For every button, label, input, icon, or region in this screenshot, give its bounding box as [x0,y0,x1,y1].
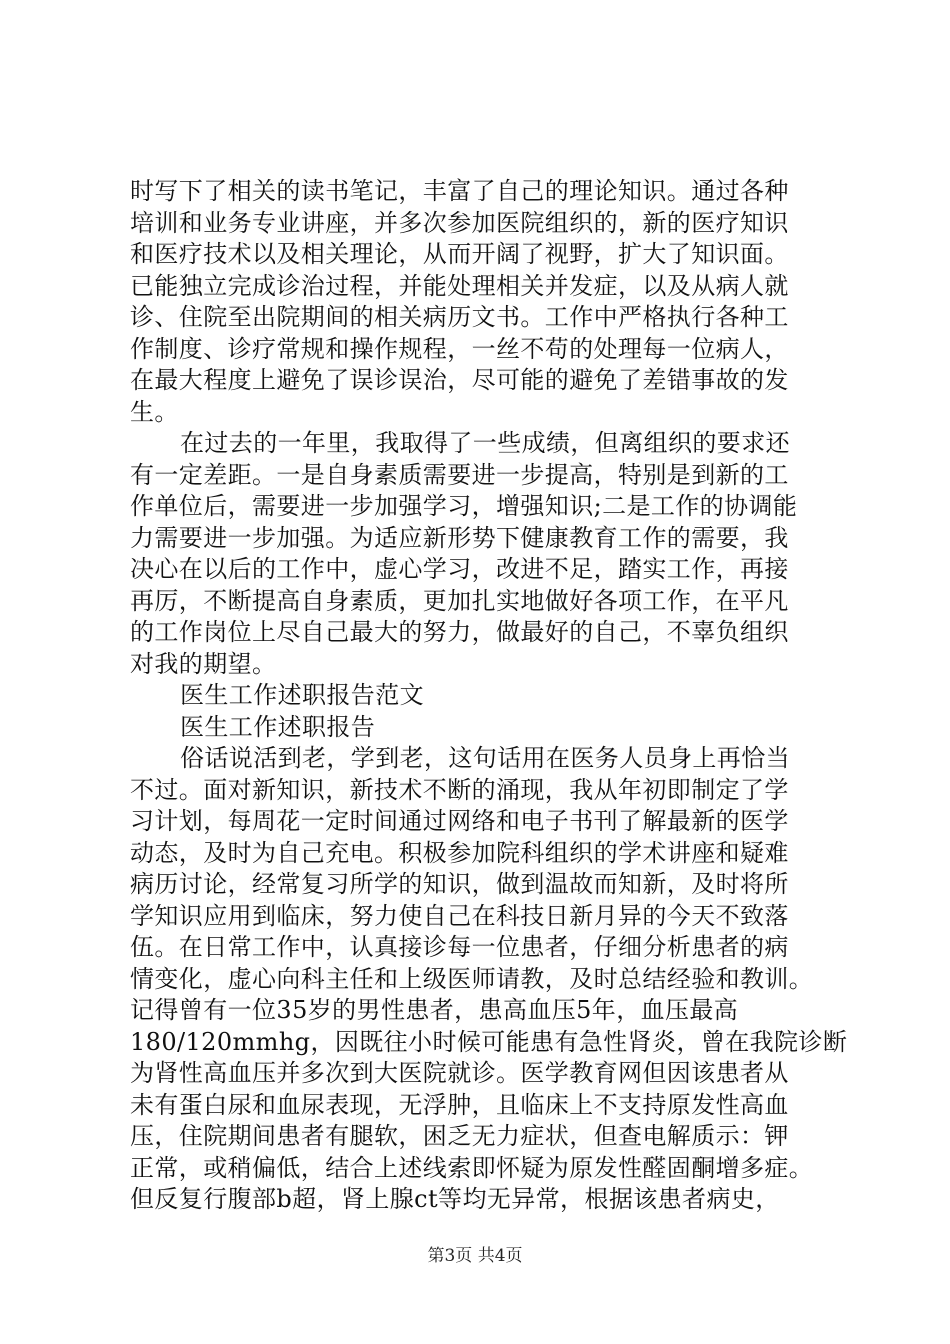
text-line: 时写下了相关的读书笔记，丰富了自己的理论知识。通过各种 [130,177,789,205]
text-line: 未有蛋白尿和血尿表现，无浮肿，且临床上不支持原发性高血 [130,1090,789,1119]
text-line: 学知识应用到临床，努力使自己在科技日新月异的今天不致落 [130,901,789,930]
page-number-footer: 第3页 共4页 [427,1246,523,1266]
text-line: 习计划，每周花一定时间通过网络和电子书刊了解最新的医学 [130,807,789,835]
text-line: 正常，或稍偏低，结合上述线索即怀疑为原发性醛固酮增多症。 [130,1153,814,1182]
text-line: 再厉，不断提高自身素质，更加扎实地做好各项工作，在平凡 [130,586,789,615]
text-line: 压，住院期间患者有腿软，困乏无力症状，但查电解质示：钾 [130,1122,789,1150]
text-line: 伍。在日常工作中，认真接诊每一位患者，仔细分析患者的病 [130,933,789,961]
text-line: 不过。面对新知识，新技术不断的涌现，我从年初即制定了学 [130,775,789,804]
text-line: 病历讨论，经常复习所学的知识，做到温故而知新，及时将所 [130,870,789,898]
document-body [130,176,848,1216]
text-line: 动态，及时为自己充电。积极参加院科组织的学术讲座和疑难 [130,838,789,867]
text-line: 情变化，虚心向科主任和上级医师请教，及时总结经验和教训。 [130,964,814,993]
paragraph-start-line: 俗话说活到老，学到老，这句话用在医务人员身上再恰当 [180,744,790,772]
text-line: 有一定差距。一是自身素质需要进一步提高，特别是到新的工 [130,460,789,489]
text-line: 诊、住院至出院期间的相关病历文书。工作中严格执行各种工 [130,303,789,331]
text-line: 决心在以后的工作中，虚心学习，改进不足，踏实工作，再接 [130,555,789,583]
text-line: 记得曾有一位35岁的男性患者，患高血压5年，血压最高 [130,996,739,1024]
text-line: 在最大程度上避免了误诊误治，尽可能的避免了差错事故的发 [130,366,789,394]
text-line: 力需要进一步加强。为适应新形势下健康教育工作的需要，我 [130,523,789,552]
text-line: 对我的期望。 [130,649,277,678]
text-line: 但反复行腹部b超，肾上腺ct等均无异常，根据该患者病史， [130,1185,780,1213]
section-subheading: 医生工作述职报告 [180,712,376,741]
text-line: 180/120mmhg，因既往小时候可能患有急性肾炎，曾在我院诊断 [130,1027,848,1056]
paragraph-start-line: 在过去的一年里，我取得了一些成绩，但离组织的要求还 [180,429,790,457]
text-line: 的工作岗位上尽自己最大的努力，做最好的自己，不辜负组织 [130,618,789,646]
text-line: 生。 [130,397,179,426]
section-heading: 医生工作述职报告范文 [180,681,424,709]
text-line: 为肾性高血压并多次到大医院就诊。医学教育网但因该患者从 [130,1059,789,1087]
text-line: 已能独立完成诊治过程，并能处理相关并发症，以及从病人就 [130,271,789,300]
text-line: 作单位后，需要进一步加强学习，增强知识;二是工作的协调能 [130,492,798,520]
text-line: 和医疗技术以及相关理论，从而开阔了视野，扩大了知识面。 [130,240,789,268]
text-line: 作制度、诊疗常规和操作规程，一丝不苟的处理每一位病人， [130,334,789,363]
text-line: 培训和业务专业讲座，并多次参加医院组织的，新的医疗知识 [130,208,789,237]
